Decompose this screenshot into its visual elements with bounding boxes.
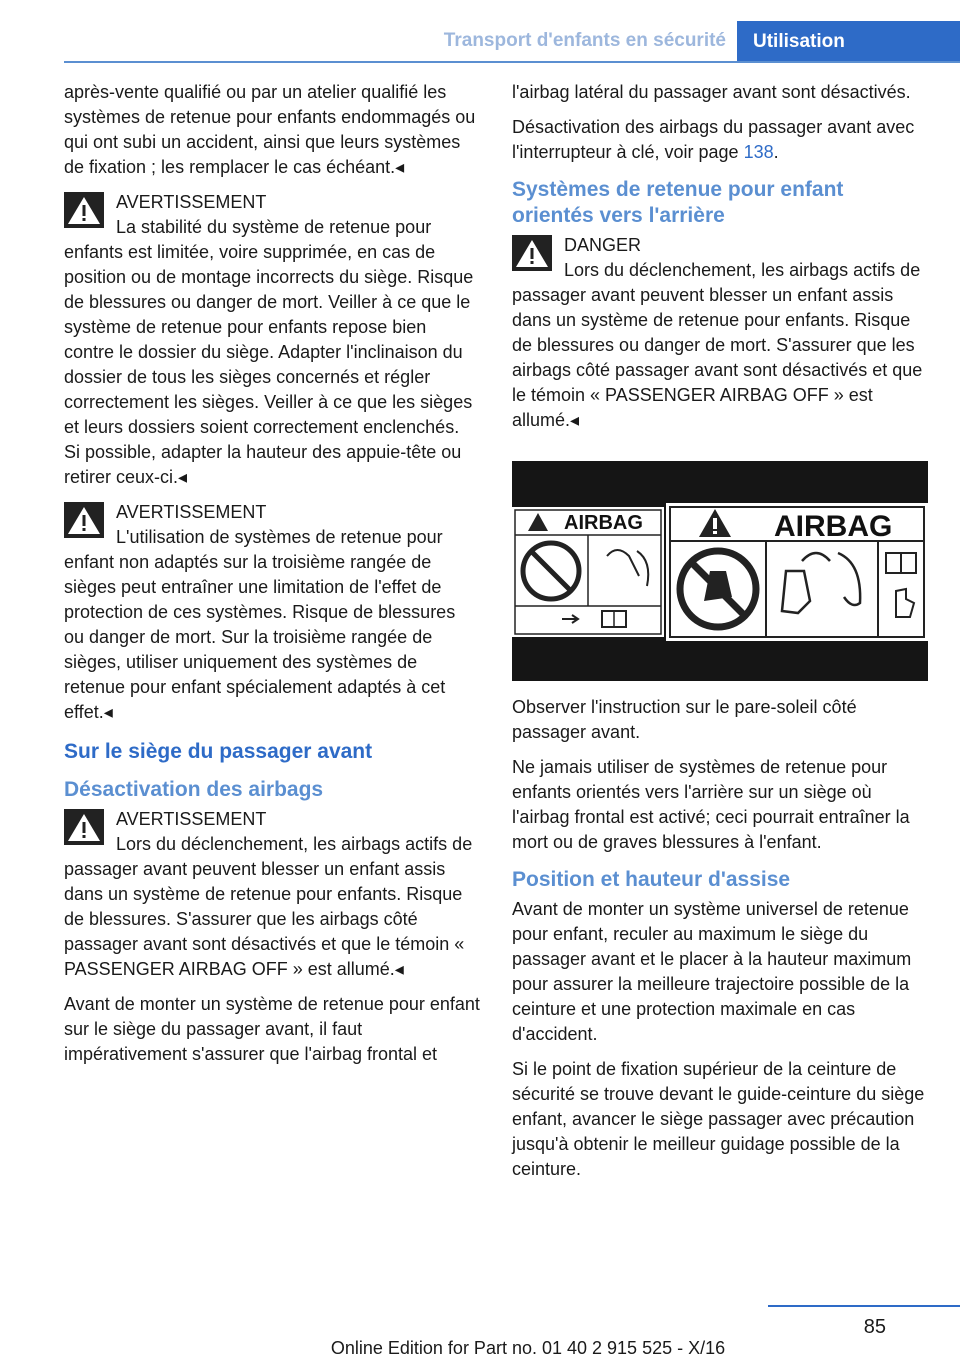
paragraph-text: Désactivation des airbags du passager avant avec l'interrupteur à clé, voir page xyxy=(512,117,915,162)
warning-block xyxy=(64,190,480,490)
warning-triangle-icon xyxy=(64,192,104,228)
paragraph-with-link xyxy=(512,115,928,165)
warning-title: AVERTISSEMENT xyxy=(116,192,267,212)
warning-text: La stabilité du système de retenue pour enfants est limitée, voire supprimée, en cas de position ou de montage incorrects du siège. Risque de blessures ou danger de mort. Veiller à ce que le système de retenue pour enfants repose bien contre le dossier du siège. Adapter l'inclinaison du dossier de tous les sièges concernés et régler correctement les sièges. Veiller à ce que les sièges et leurs dossiers soient correctement enclenchés. Si possible, adapter la hauteur des appuie-tête ou retirer ceux-ci.◂ xyxy=(64,217,474,487)
warning-title: AVERTISSEMENT xyxy=(116,809,267,829)
subsection-heading: Systèmes de retenue pour enfant orientés vers l'arrière xyxy=(512,178,844,227)
page-reference-link[interactable]: 138 xyxy=(743,142,774,162)
section-heading: Sur le siège du passager avant xyxy=(64,740,373,763)
warning-block xyxy=(64,500,480,725)
paragraph-text-end: . xyxy=(773,142,779,162)
large-airbag-label xyxy=(666,503,928,641)
footer-rule xyxy=(768,1305,960,1307)
danger-text: Lors du déclenchement, les airbags actifs de passager avant peuvent blesser un enfant assis dans un système de retenue pour enfants. Risque de blessures ou danger de mort. S'assurer que les airbags côté passager avant sont désactivés et que le témoin « PASSENGER AIRBAG OFF » est allumé.◂ xyxy=(512,260,923,430)
edition-note: Online Edition for Part no. 01 40 2 915 525 - X/16 xyxy=(330,1338,726,1358)
subsection-heading: Position et hauteur d'assise xyxy=(512,868,791,891)
header-chapter-tab: Utilisation xyxy=(737,21,960,61)
small-label-text: AIRBAG xyxy=(564,512,643,534)
warning-triangle-icon xyxy=(64,502,104,538)
subsection-heading: Désactivation des airbags xyxy=(64,778,324,801)
danger-block xyxy=(512,233,928,433)
header-rule xyxy=(64,61,960,63)
left-column xyxy=(64,80,480,1077)
warning-triangle-icon xyxy=(512,235,552,271)
paragraph: l'airbag latéral du passager avant sont désactivés. xyxy=(512,82,911,102)
page-number: 85 xyxy=(863,1316,886,1338)
airbag-warning-label-image xyxy=(512,461,928,681)
paragraph: Observer l'instruction sur le pare-soleil côté passager avant. xyxy=(512,697,857,742)
danger-title: DANGER xyxy=(564,235,642,255)
large-label-text: AIRBAG xyxy=(774,510,893,543)
small-airbag-label xyxy=(512,507,664,637)
warning-block xyxy=(64,807,480,982)
paragraph: Avant de monter un système de retenue pour enfant sur le siège du passager avant, il faut impérativement s'assurer que l'airbag frontal et xyxy=(64,994,480,1064)
right-column xyxy=(512,80,928,1192)
paragraph: Si le point de fixation supérieur de la ceinture de sécurité se trouve devant le guide-ceinture du siège enfant, avancer le siège passager avec précaution jusqu'à obtenir le meilleur guidage possible de la ceinture. xyxy=(512,1059,925,1179)
header-section-title: Transport d'enfants en sécurité xyxy=(443,30,726,51)
warning-text: L'utilisation de systèmes de retenue pour enfant non adaptés sur la troisième rangée de sièges peut entraîner une limitation de l'effet de protection de ces systèmes. Risque de blessures ou danger de mort. Sur la troisième rangée de sièges, utiliser uniquement des systèmes de retenue pour enfant spécialement adaptés à cet effet.◂ xyxy=(64,527,456,722)
warning-triangle-icon xyxy=(64,809,104,845)
paragraph: Ne jamais utiliser de systèmes de retenue pour enfants orientés vers l'arrière sur un siège où l'airbag frontal est activé; ceci pourrait entraîner la mort ou de graves blessures à l'enfant. xyxy=(512,757,910,852)
paragraph: après-vente qualifié ou par un atelier qualifié les systèmes de retenue pour enfants endommagés ou qui ont subi un accident, ainsi que leurs systèmes de fixation ; les remplacer le cas échéant.◂ xyxy=(64,82,476,177)
warning-text: Lors du déclenchement, les airbags actifs de passager avant peuvent blesser un enfant assis dans un système de retenue pour enfants. Risque de blessures. S'assurer que les airbags côté passager avant sont désactivés et que le témoin « PASSENGER AIRBAG OFF » est allumé.◂ xyxy=(64,834,473,979)
paragraph: Avant de monter un système universel de retenue pour enfant, reculer au maximum le siège du passager avant et le placer à la hauteur maximum pour assurer la meilleure trajectoire possible de la ceinture et une protection maximale en cas d'accident. xyxy=(512,899,912,1044)
warning-title: AVERTISSEMENT xyxy=(116,502,267,522)
